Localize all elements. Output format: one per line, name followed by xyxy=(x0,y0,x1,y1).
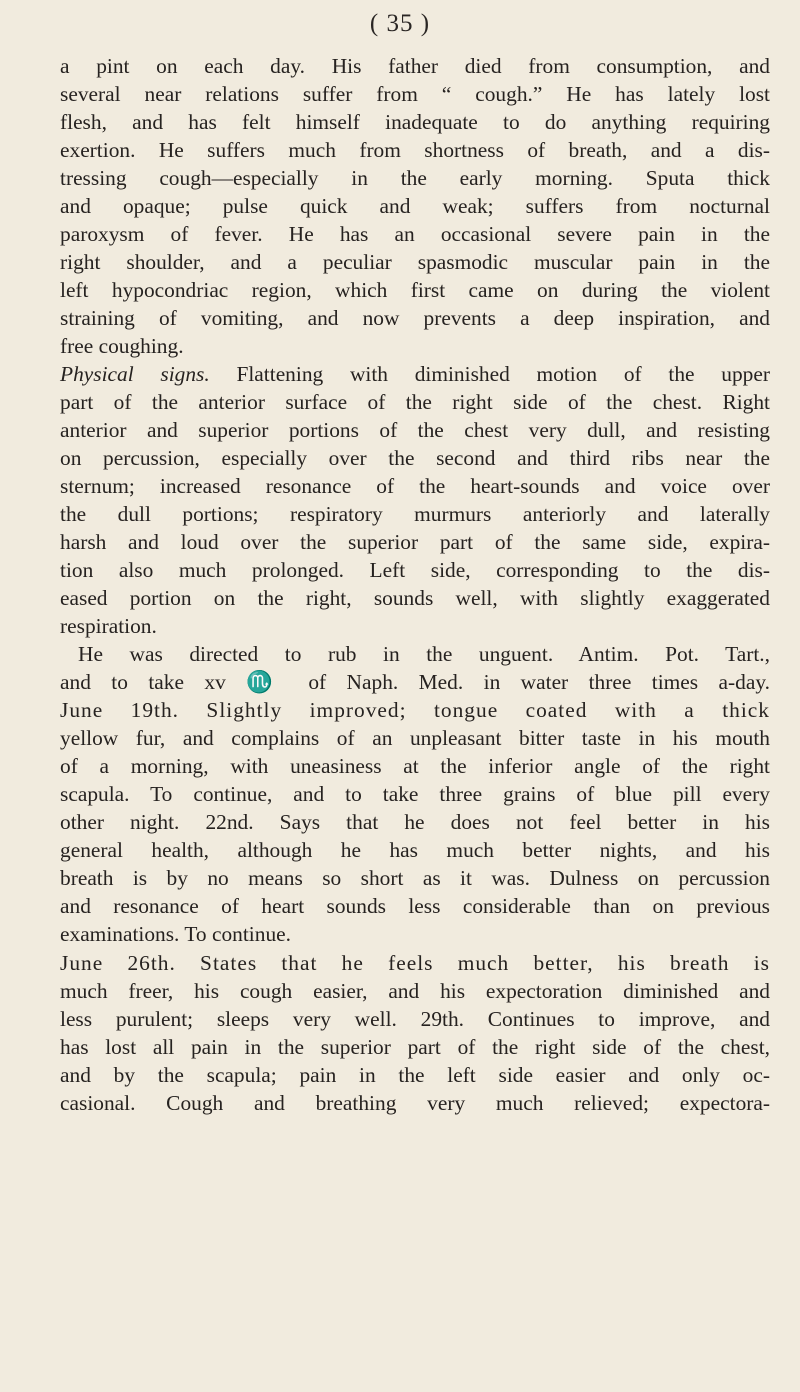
text-line: other night. 22nd. Says that he does not feel better in his xyxy=(60,810,770,835)
text-line: and by the scapula; pain in the left side easier and only oc- xyxy=(60,1062,770,1087)
text-line: right shoulder, and a peculiar spasmodic muscular pain in the xyxy=(60,250,770,275)
text-line: respiration. xyxy=(60,614,157,639)
text-line: straining of vomiting, and now prevents a deep inspiration, and xyxy=(60,306,770,331)
text-line: much freer, his cough easier, and his expectoration diminished and xyxy=(60,978,770,1003)
text-line: part of the anterior surface of the right side of the chest. Right xyxy=(60,390,770,415)
text-line: left hypocondriac region, which first came on during the violent xyxy=(60,278,770,303)
page-number: ( 35 ) xyxy=(369,10,431,37)
text-line: of a morning, with uneasiness at the inferior angle of the right xyxy=(60,754,770,779)
text-line: examinations. To continue. xyxy=(60,922,291,947)
text-line: tressing cough—especially in the early morning. Sputa thick xyxy=(60,166,770,191)
text-line: a pint on each day. His father died from consumption, and xyxy=(60,54,770,78)
text-line: eased portion on the right, sounds well, with slightly exaggerated xyxy=(60,586,770,611)
text-line: and opaque; pulse quick and weak; suffers from nocturnal xyxy=(60,194,770,219)
text-line: flesh, and has felt himself inadequate to do anything requiring xyxy=(60,110,770,135)
body-text xyxy=(60,52,770,1117)
text-line: has lost all pain in the superior part of the right side of the chest, xyxy=(60,1034,770,1059)
text-line: paroxysm of fever. He has an occasional severe pain in the xyxy=(60,222,770,247)
text-line: June 26th. States that he feels much better, his breath is xyxy=(60,950,770,975)
text-line: free coughing. xyxy=(60,334,184,359)
text-line: anterior and superior portions of the chest very dull, and resisting xyxy=(60,418,770,443)
text-line: scapula. To continue, and to take three grains of blue pill every xyxy=(60,782,770,807)
text-line: and resonance of heart sounds less considerable than on previous xyxy=(60,894,770,919)
text-line: casional. Cough and breathing very much relieved; expectora- xyxy=(60,1090,770,1115)
physical-signs-text: Flattening with diminished motion of the upper xyxy=(209,362,770,387)
text-line: breath is by no means so short as it was. Dulness on percussion xyxy=(60,866,770,891)
physical-signs-heading: Physical signs. xyxy=(60,362,210,387)
text-line: and to take xv ♏ of Naph. Med. in water three times a-day. xyxy=(60,670,770,695)
text-line: general health, although he has much better nights, and his xyxy=(60,838,770,863)
text-line: He was directed to rub in the unguent. Antim. Pot. Tart., xyxy=(78,642,770,667)
text-line: several near relations suffer from “ cough.” He has lately lost xyxy=(60,82,770,107)
text-line: on percussion, especially over the second and third ribs near the xyxy=(60,446,770,471)
text-line: less purulent; sleeps very well. 29th. Continues to improve, and xyxy=(60,1006,770,1031)
text-line: June 19th. Slightly improved; tongue coated with a thick xyxy=(60,698,770,723)
text-line: exertion. He suffers much from shortness of breath, and a dis- xyxy=(60,138,770,163)
text-line: sternum; increased resonance of the heart-sounds and voice over xyxy=(60,474,770,499)
text-line: the dull portions; respiratory murmurs anteriorly and laterally xyxy=(60,502,770,527)
text-line: yellow fur, and complains of an unpleasant bitter taste in his mouth xyxy=(60,726,770,751)
text-line: tion also much prolonged. Left side, corresponding to the dis- xyxy=(60,558,770,583)
text-line-physical-signs xyxy=(60,360,770,388)
text-line: harsh and loud over the superior part of the same side, expira- xyxy=(60,530,770,555)
